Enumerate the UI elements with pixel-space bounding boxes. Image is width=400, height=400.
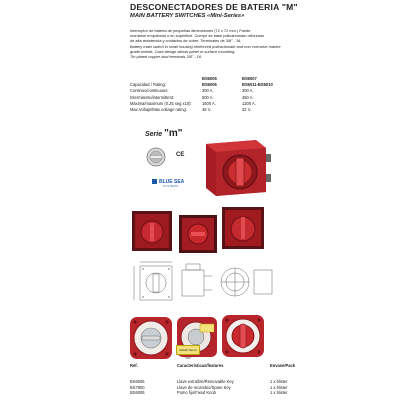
page-subtitle: MAIN BATTERY SWITCHES «Mini-Series» [130,13,245,19]
specs-row: Intermitente/intermittent: 500 A. 450 A. [130,94,254,100]
ref-feature: Llave de recambio/Spare Key [177,384,231,390]
ce-mark: CE [176,152,185,158]
ref-feature: Llave extraíble/Removable Key [177,379,234,384]
ref-code: BS6006 [130,390,145,395]
removable-key-icon [146,147,166,167]
desc-line-es-3: de alta resistencia y contactos de cobre. Terminales de 3/8" - 16. [130,38,242,44]
desc-line-en-1: Battery main switch in small housing reinforced policarbonate and non corrosive marine [130,43,281,49]
switch-variant-image-2 [178,214,218,254]
model-b: BS6007 [242,75,257,81]
specs-rating-row: Capacidad / Rating: BS6006 BS6011-BS6010 [130,81,282,87]
series-prefix: Serie [145,131,163,138]
switch-variant-image-3 [221,206,265,250]
series-label [145,128,182,139]
ref-feature: Pomo fijo/Fixed Knob [177,390,216,395]
main-switch-product-image [200,136,272,198]
desc-line-es-1: Interruptor de batería de pequeñas dimensiones (72 x 72 mm.) Puede [130,28,251,33]
ref-pack: 1 x blister [270,384,288,390]
series-letter: "m" [164,128,183,139]
desc-line-es-2: montarse empotrado o en superficie. Cuerpo de base policarbonato reforzado [130,33,265,39]
fixed-knob-switch-image [220,313,266,361]
specs-row: Máxima/maximum (0.25 seg x10): 1500 A. 1200 A. [130,100,256,106]
desc-line-en-2: grade metals. Case design allows panel or surface mounting. [130,48,236,54]
logo-mark-icon [152,179,157,184]
switch-on-callout: Switch Set to "ON" [176,345,200,355]
ref-code: BS6005 [130,379,145,384]
switch-variant-image-1 [131,210,173,252]
ref-pack: 1 x blister [270,390,288,395]
technical-drawing [130,258,275,310]
ref-code: BS7900 [130,384,145,390]
removable-key-switch-image [128,315,174,361]
page-title: DESCONECTADORES DE BATERIA "M" [130,2,298,12]
specs-table [130,75,282,113]
specs-row: Continuo/continuous: 300 A. 300 A. [130,88,254,94]
pack-header: Envase/Pack [270,363,296,368]
model-a2: BS6006 [202,81,217,87]
blue-sea-logo: BLUE SEA [152,179,184,185]
features-header: Características/features [177,363,224,368]
model-b2: BS6011-BS6010 [242,81,273,87]
desc-line-en-3: Tin plated copper stud terminals 3/8" - 16. [130,54,203,60]
model-a: BS6005 [202,75,217,81]
ref-pack: 1 x blister [270,379,288,384]
specs-row: Max.Voltaje/Max.voltage rating: 48 V. 32 V. [130,107,252,113]
description-block [130,28,330,59]
logo-tagline: SYSTEMS [163,185,179,188]
ref-header: Ref. [130,363,138,368]
